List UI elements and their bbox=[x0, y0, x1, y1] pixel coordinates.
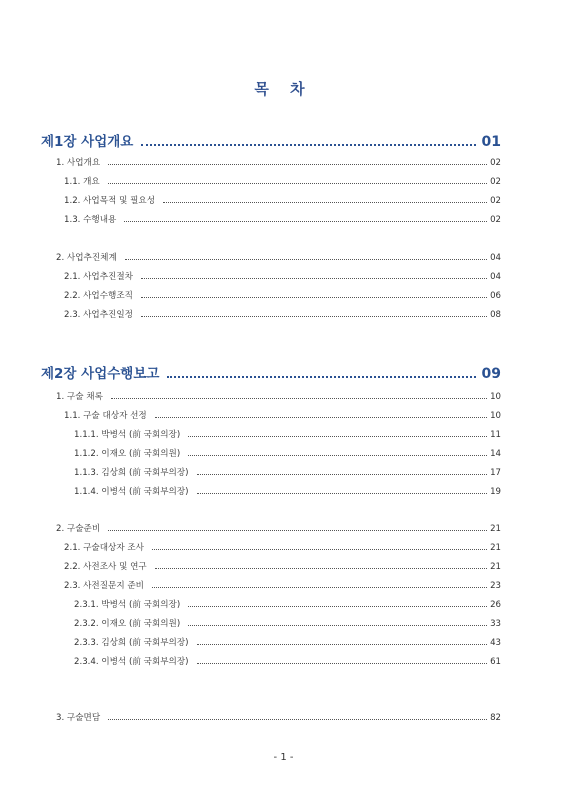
toc-page-number: 21 bbox=[490, 543, 501, 553]
toc-page-number: 43 bbox=[490, 638, 501, 648]
toc-page-number: 61 bbox=[490, 657, 501, 667]
toc-entry[interactable] bbox=[64, 289, 501, 301]
leader-dots bbox=[155, 417, 487, 418]
toc-page-number: 17 bbox=[490, 468, 501, 478]
leader-dots bbox=[152, 587, 487, 588]
toc-entry[interactable] bbox=[74, 655, 501, 667]
toc-entry-label: 2.2. 사업수행조직 bbox=[64, 291, 133, 301]
leader-dots bbox=[188, 625, 487, 626]
toc-page-number: 10 bbox=[490, 411, 501, 421]
toc-page-number: 02 bbox=[490, 215, 501, 225]
toc-entry-label: 1. 구술 채록 bbox=[56, 392, 103, 402]
toc-entry[interactable] bbox=[74, 636, 501, 648]
toc-entry[interactable] bbox=[74, 617, 501, 629]
toc-entry[interactable] bbox=[74, 598, 501, 610]
toc-page-number: 04 bbox=[490, 272, 501, 282]
toc-entry-label: 1.1.2. 이재오 (前 국회의원) bbox=[74, 449, 181, 459]
toc-entry-label: 1.1.3. 김상희 (前 국회부의장) bbox=[74, 468, 189, 478]
leader-dots bbox=[108, 164, 487, 165]
toc-entry-label: 2. 구술준비 bbox=[56, 524, 101, 534]
toc-chapter-label: 제1장 사업개요 bbox=[41, 134, 134, 150]
leader-dots bbox=[197, 474, 488, 475]
toc-entry[interactable] bbox=[74, 485, 501, 497]
toc-entry[interactable] bbox=[64, 541, 501, 553]
toc-entry-label: 1.1. 구술 대상자 선정 bbox=[64, 411, 147, 421]
toc-entry-label: 3. 구술면담 bbox=[56, 713, 101, 723]
toc-page-number: 08 bbox=[490, 310, 501, 320]
leader-dots bbox=[125, 259, 487, 260]
leader-dots bbox=[141, 144, 475, 146]
toc-entry[interactable] bbox=[64, 213, 501, 225]
toc-entry-label: 1. 사업개요 bbox=[56, 158, 101, 168]
toc-entry-label: 2.2. 사전조사 및 연구 bbox=[64, 562, 147, 572]
toc-entry-label: 1.2. 사업목적 및 필요성 bbox=[64, 196, 156, 206]
toc-entry-label: 1.1.4. 이병석 (前 국회부의장) bbox=[74, 487, 189, 497]
toc-entry[interactable] bbox=[64, 560, 501, 572]
leader-dots bbox=[197, 663, 488, 664]
toc-entry-label: 2.1. 사업추진절차 bbox=[64, 272, 133, 282]
toc-chapter-1[interactable] bbox=[41, 130, 501, 150]
leader-dots bbox=[155, 568, 487, 569]
toc-page-number: 21 bbox=[490, 562, 501, 572]
leader-dots bbox=[108, 719, 487, 720]
toc-entry[interactable] bbox=[56, 251, 501, 263]
toc-entry-label: 2.3. 사전질문지 준비 bbox=[64, 581, 144, 591]
toc-page-number: 04 bbox=[490, 253, 501, 263]
toc-entry[interactable] bbox=[74, 466, 501, 478]
leader-dots bbox=[188, 436, 487, 437]
toc-page-number: 21 bbox=[490, 524, 501, 534]
toc-entry-label: 2.3. 사업추진일정 bbox=[64, 310, 133, 320]
toc-page-number: 19 bbox=[490, 487, 501, 497]
leader-dots bbox=[108, 183, 487, 184]
leader-dots bbox=[167, 376, 475, 378]
toc-chapter-2[interactable] bbox=[41, 362, 501, 382]
leader-dots bbox=[163, 202, 487, 203]
leader-dots bbox=[152, 549, 487, 550]
leader-dots bbox=[188, 455, 487, 456]
toc-entry[interactable] bbox=[64, 308, 501, 320]
leader-dots bbox=[108, 530, 487, 531]
toc-chapter-label: 제2장 사업수행보고 bbox=[41, 366, 160, 382]
leader-dots bbox=[188, 606, 487, 607]
leader-dots bbox=[197, 644, 488, 645]
toc-entry[interactable] bbox=[64, 194, 501, 206]
toc-entry[interactable] bbox=[56, 711, 501, 723]
leader-dots bbox=[197, 493, 488, 494]
toc-page-number: 02 bbox=[490, 196, 501, 206]
toc-entry-label: 2. 사업추진체계 bbox=[56, 253, 117, 263]
toc-page-number: 23 bbox=[490, 581, 501, 591]
toc-entry-label: 1.1.1. 박병석 (前 국회의장) bbox=[74, 430, 181, 440]
toc-entry-label: 2.3.4. 이병석 (前 국회부의장) bbox=[74, 657, 189, 667]
toc-entry[interactable] bbox=[64, 270, 501, 282]
toc-title: 목 차 bbox=[254, 80, 313, 98]
leader-dots bbox=[124, 221, 487, 222]
toc-page-number: 33 bbox=[490, 619, 501, 629]
toc-entry[interactable] bbox=[64, 409, 501, 421]
toc-entry[interactable] bbox=[74, 428, 501, 440]
leader-dots bbox=[141, 316, 487, 317]
toc-page-number: 10 bbox=[490, 392, 501, 402]
toc-entry-label: 2.3.1. 박병석 (前 국회의장) bbox=[74, 600, 181, 610]
toc-page-number: 06 bbox=[490, 291, 501, 301]
toc-page-number: 11 bbox=[490, 430, 501, 440]
leader-dots bbox=[141, 297, 487, 298]
toc-entry-label: 1.3. 수행내용 bbox=[64, 215, 117, 225]
toc-page-number: 02 bbox=[490, 158, 501, 168]
page-footer-number: - 1 - bbox=[273, 752, 294, 763]
toc-page-number: 14 bbox=[490, 449, 501, 459]
toc-entry-label: 1.1. 개요 bbox=[64, 177, 100, 187]
toc-entry-label: 2.1. 구술대상자 조사 bbox=[64, 543, 144, 553]
toc-entry[interactable] bbox=[64, 175, 501, 187]
toc-entry[interactable] bbox=[56, 522, 501, 534]
toc-entry-label: 2.3.3. 김상희 (前 국회부의장) bbox=[74, 638, 189, 648]
leader-dots bbox=[141, 278, 487, 279]
toc-entry[interactable] bbox=[56, 390, 501, 402]
toc-page-number: 09 bbox=[481, 366, 501, 382]
toc-page-number: 01 bbox=[481, 134, 501, 150]
leader-dots bbox=[111, 398, 487, 399]
toc-page-number: 82 bbox=[490, 713, 501, 723]
toc-entry[interactable] bbox=[74, 447, 501, 459]
toc-entry-label: 2.3.2. 이재오 (前 국회의원) bbox=[74, 619, 181, 629]
toc-page-number: 02 bbox=[490, 177, 501, 187]
toc-entry[interactable] bbox=[56, 156, 501, 168]
toc-entry[interactable] bbox=[64, 579, 501, 591]
toc-page-number: 26 bbox=[490, 600, 501, 610]
